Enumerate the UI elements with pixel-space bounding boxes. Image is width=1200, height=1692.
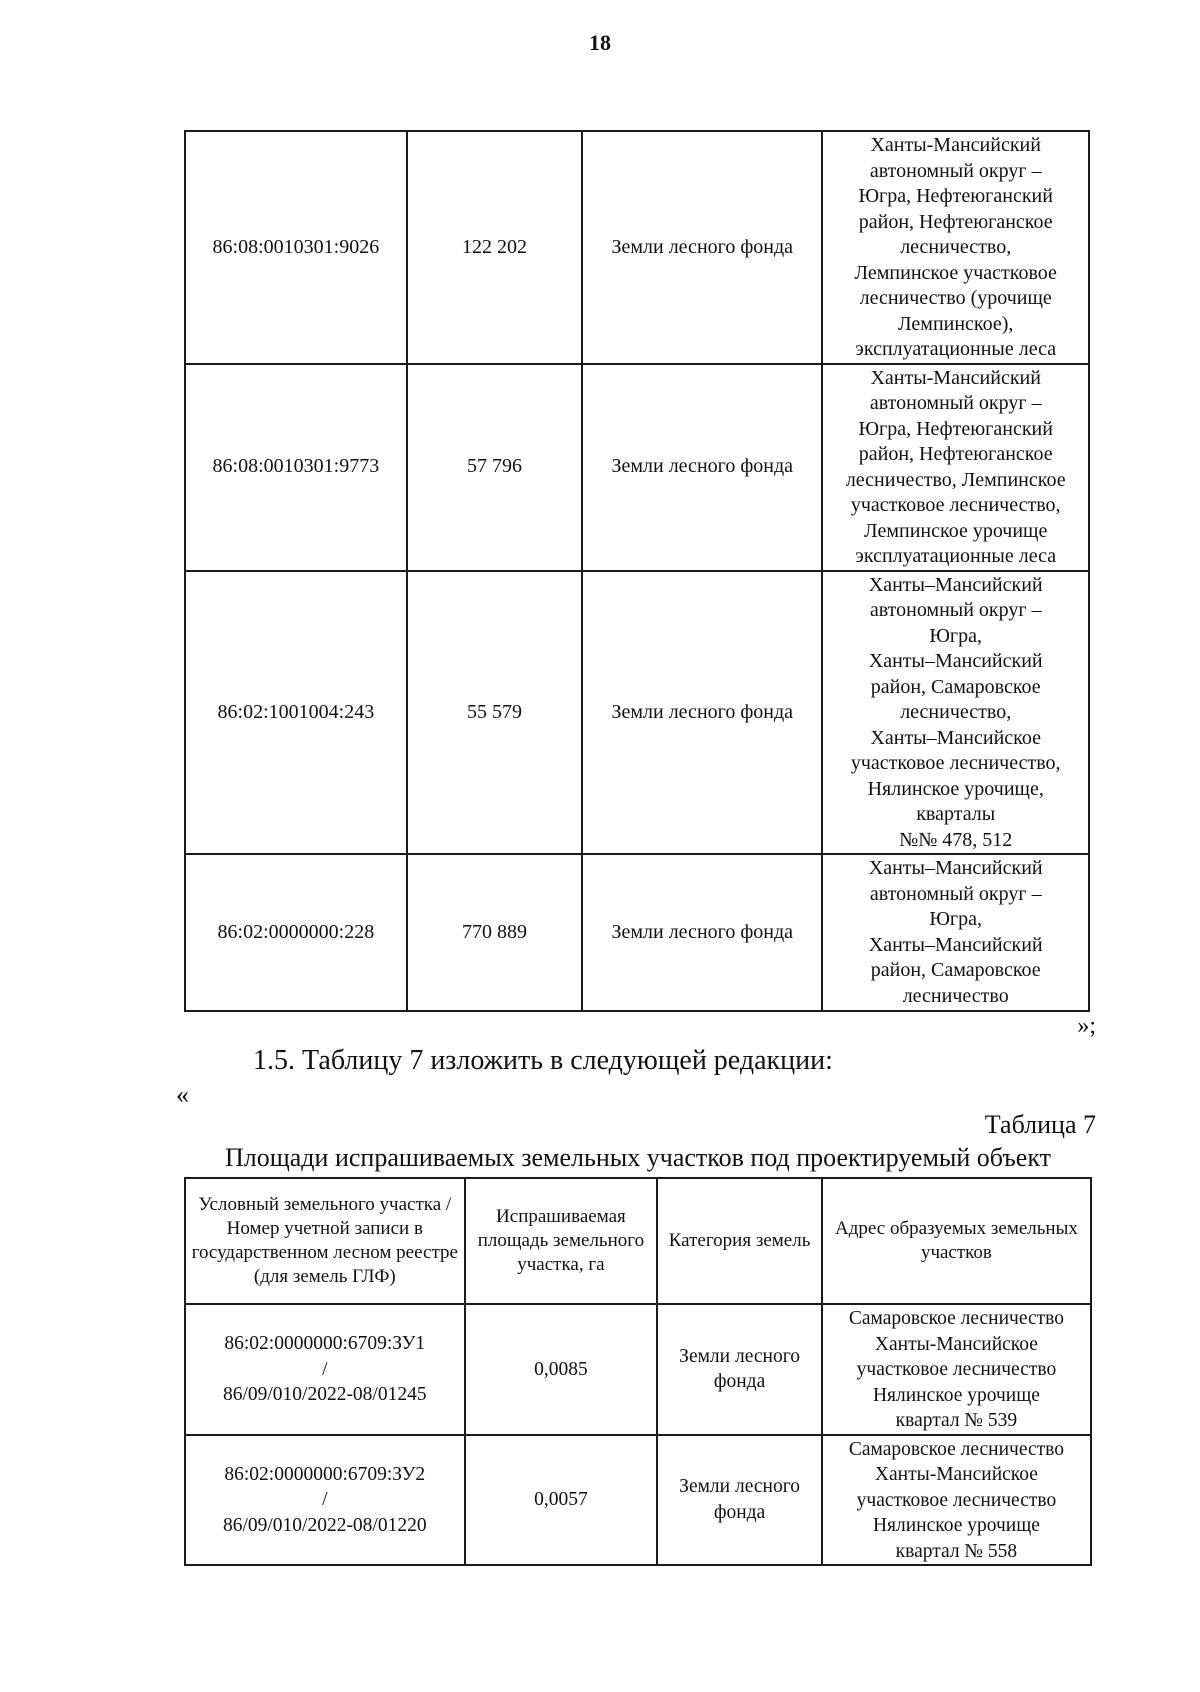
previous-table [184, 130, 1090, 1012]
address-line: №№ 478, 512 [899, 828, 1013, 851]
page-number: 18 [589, 30, 611, 55]
category-cell: Земли лесного фонда [582, 854, 822, 1011]
address-line: Ханты-Мансийский [870, 366, 1041, 389]
cadastral-number-cell: 86:08:0010301:9773 [185, 364, 407, 571]
registry-number: 86/09/010/2022-08/01245 [222, 1384, 427, 1405]
address-line: Лемпинское участковое [854, 261, 1057, 284]
address-cell [822, 364, 1089, 571]
address-cell [822, 854, 1089, 1011]
address-line: район, Нефтеюганское [858, 210, 1053, 233]
table-row [185, 1435, 1091, 1566]
table-row [185, 571, 1089, 855]
address-line: Ханты–Мансийский [868, 857, 1043, 879]
area-cell: 0,0057 [465, 1435, 658, 1566]
header-conditional-number: Условный земельного участка / Номер учетной записи в государственном лесном реестре (для земель ГЛФ) [185, 1178, 465, 1304]
number-separator: / [322, 1489, 328, 1510]
address-line: участковое лесничество [856, 1359, 1057, 1380]
address-line: участковое лесничество, [850, 752, 1061, 774]
address-line: лесничество, Лемпинское [845, 468, 1066, 491]
address-line: эксплуатационные леса [855, 545, 1057, 567]
address-line: Ханты-Мансийский [870, 134, 1041, 156]
table-row [185, 131, 1089, 364]
header-area: Испрашиваемая площадь земельного участка, га [465, 1178, 658, 1304]
address-line: Югра, Нефтеюганский [858, 417, 1053, 440]
opening-quote: « [176, 1080, 189, 1109]
cadastral-number-cell: 86:02:0000000:228 [185, 854, 407, 1011]
address-line: район, Нефтеюганское [858, 443, 1053, 465]
address-line: район, Самаровское [870, 675, 1041, 698]
address-line: Самаровское лесничество [848, 1438, 1064, 1460]
address-line: Лемпинское), [897, 312, 1014, 335]
address-line: лесничество, [900, 236, 1012, 258]
address-line: автономный округ – [869, 159, 1042, 182]
address-line: участковое лесничество, [850, 494, 1061, 516]
address-line: Нялинское урочище [872, 1515, 1040, 1536]
conditional-number-cell [185, 1435, 465, 1566]
table-header-row [185, 1178, 1091, 1304]
conditional-number: 86:02:0000000:6709:ЗУ1 [224, 1333, 426, 1354]
closing-quote: »; [1077, 1013, 1096, 1039]
address-line: Самаровское лесничество [848, 1308, 1064, 1329]
address-line: Нялинское урочище [872, 1384, 1040, 1406]
address-line: квартал № 539 [895, 1410, 1018, 1431]
address-line: Югра, [929, 624, 983, 647]
category-cell: Земли лесного фонда [582, 571, 822, 855]
address-line: Лемпинское урочище [864, 519, 1048, 542]
address-line: Ханты–Мансийский [868, 650, 1043, 672]
area-cell: 770 889 [407, 854, 582, 1011]
table-row [185, 364, 1089, 571]
header-category: Категория земель [657, 1178, 822, 1304]
registry-number: 86/09/010/2022-08/01220 [222, 1514, 427, 1536]
address-cell [822, 1304, 1091, 1435]
header-address: Адрес образуемых земельных участков [822, 1178, 1091, 1304]
cadastral-number-cell: 86:02:1001004:243 [185, 571, 407, 855]
table-title: Площади испрашиваемых земельных участков под проектируемый объект [225, 1143, 1051, 1172]
conditional-number-cell [185, 1304, 465, 1435]
address-line: автономный округ – [869, 882, 1042, 905]
address-line: лесничество (урочище [859, 287, 1052, 309]
area-cell: 122 202 [407, 131, 582, 364]
number-separator: / [322, 1358, 328, 1380]
area-cell: 55 579 [407, 571, 582, 855]
address-cell [822, 571, 1089, 855]
category-cell: Земли лесного фонда [657, 1435, 822, 1566]
address-cell [822, 131, 1089, 364]
address-line: автономный округ – [869, 599, 1042, 621]
category-cell: Земли лесного фонда [582, 364, 822, 571]
table-7 [184, 1177, 1092, 1566]
address-line: Ханты–Мансийский [868, 933, 1043, 956]
cadastral-number-cell: 86:08:0010301:9026 [185, 131, 407, 364]
address-line: лесничество, [900, 701, 1012, 723]
address-line: эксплуатационные леса [855, 338, 1057, 360]
address-cell [822, 1435, 1091, 1566]
area-cell: 57 796 [407, 364, 582, 571]
address-line: Ханты-Мансийское [874, 1333, 1038, 1355]
address-line: участковое лесничество [856, 1489, 1057, 1511]
address-line: Югра, [929, 908, 983, 930]
address-line: Ханты–Мансийское [870, 726, 1041, 749]
category-cell: Земли лесного фонда [657, 1304, 822, 1435]
address-line: лесничество [902, 984, 1009, 1007]
amendment-instruction: 1.5. Таблицу 7 изложить в следующей редакции: [253, 1045, 833, 1076]
address-line: Ханты-Мансийское [874, 1464, 1038, 1485]
address-line: квартал № 558 [895, 1540, 1018, 1562]
address-line: район, Самаровское [870, 959, 1041, 981]
address-line: Нялинское урочище, [867, 777, 1044, 800]
address-line: автономный округ – [869, 392, 1042, 414]
address-line: Ханты–Мансийский [868, 573, 1043, 596]
address-line: Югра, Нефтеюганский [858, 185, 1053, 207]
table-row [185, 1304, 1091, 1435]
table-row [185, 854, 1089, 1011]
table-label: Таблица 7 [984, 1110, 1096, 1139]
conditional-number: 86:02:0000000:6709:ЗУ2 [224, 1463, 426, 1485]
address-line: кварталы [916, 803, 996, 825]
area-cell: 0,0085 [465, 1304, 658, 1435]
category-cell: Земли лесного фонда [582, 131, 822, 364]
